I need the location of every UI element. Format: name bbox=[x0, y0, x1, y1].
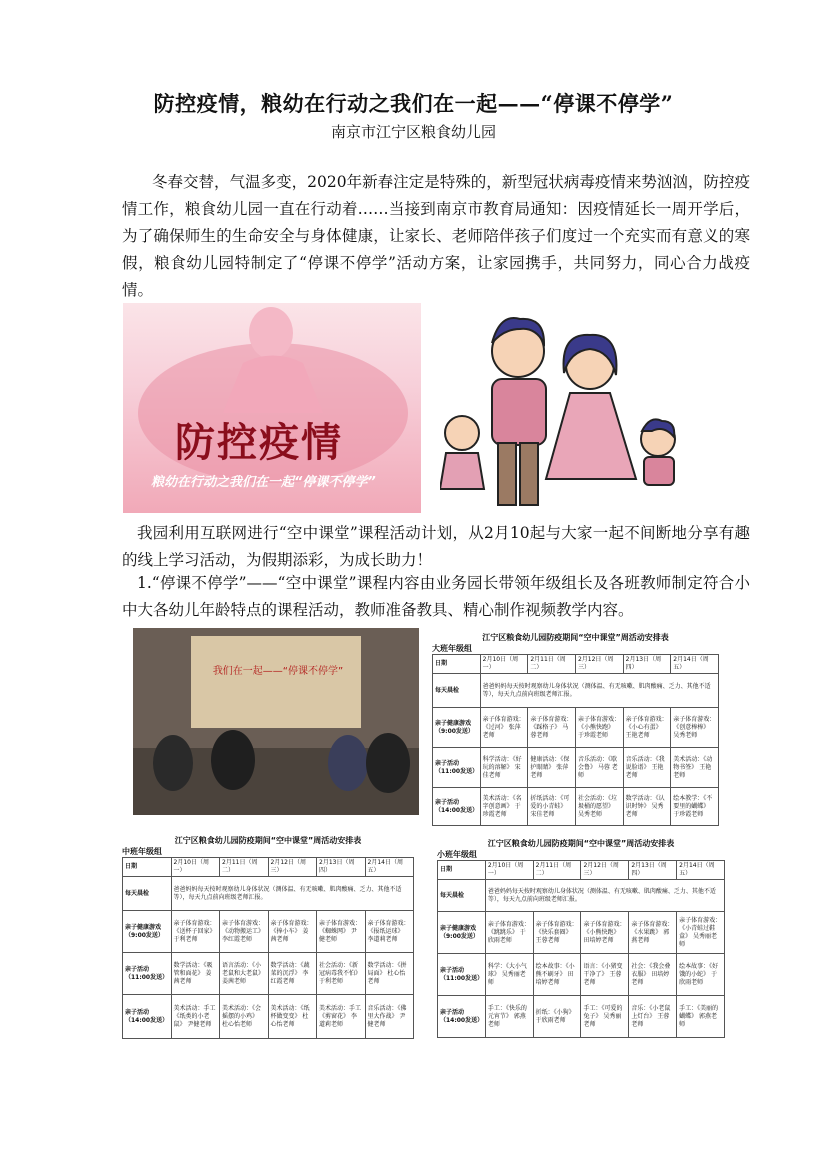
header-cell: 2月13日（周四） bbox=[317, 858, 366, 877]
table-cell: 社会：《我会叠衣服》 田培婷老师 bbox=[629, 954, 677, 996]
table-cell: 语言活动：《小老鼠和大老鼠》 姜茜老师 bbox=[220, 953, 269, 995]
header-cell: 日期 bbox=[123, 858, 172, 877]
table-cell: 手工：《美丽的蝴蝶》 郭燕老师 bbox=[677, 996, 725, 1038]
header-cell: 2月14日（周五） bbox=[671, 655, 719, 674]
header-cell: 2月13日（周四） bbox=[629, 861, 677, 880]
table-cell: 社会活动：《垃圾桶的愿望》 吴秀老师 bbox=[575, 788, 623, 826]
table-cell: 社会活动：《新冠病毒我不怕》 于利老师 bbox=[317, 953, 366, 995]
table-cell: 美术活动：手工《纸类的小老鼠》 尹健老师 bbox=[171, 995, 220, 1039]
header-cell: 2月12日（周三） bbox=[575, 655, 623, 674]
table-cell: 科学活动：《好玩的溶解》 宋佳老师 bbox=[480, 748, 528, 788]
header-cell: 2月13日（周四） bbox=[623, 655, 671, 674]
header-cell: 2月10日（周一） bbox=[171, 858, 220, 877]
row-label: 亲子活动（11:00发送） bbox=[433, 748, 481, 788]
schedule-table bbox=[437, 860, 725, 1038]
table-cell: 亲子体育游戏：《动物搬运工》 李红霞老师 bbox=[220, 911, 269, 953]
header-cell: 日期 bbox=[438, 861, 486, 880]
table-cell: 数学活动：《认识时钟》 吴秀老师 bbox=[623, 788, 671, 826]
table-cell: 绘本故事：《好饿的小蛇》 于欣雨老师 bbox=[677, 954, 725, 996]
table-cell: 科学：《大小气球》 吴秀丽老师 bbox=[485, 954, 533, 996]
row-label: 亲子健康游戏（9:00发送） bbox=[123, 911, 172, 953]
table-cell: 美术活动：《会摇摆的小鸡》 杜心怡老师 bbox=[220, 995, 269, 1039]
table-cell: 折纸活动：《可爱的小青蛙》 宋佳老师 bbox=[528, 788, 576, 826]
poster-title: 防控疫情 bbox=[175, 420, 343, 466]
table-cell: 折纸：《小狗》 于欣雨老师 bbox=[533, 996, 581, 1038]
large-class-schedule bbox=[432, 632, 719, 826]
table-cell: 美术活动：《动物书签》 王艳老师 bbox=[671, 748, 719, 788]
grade-label: 大班年级组 bbox=[432, 644, 472, 653]
row-label: 亲子活动（14:00发送） bbox=[438, 996, 486, 1038]
table-cell: 美术活动：《名字创意画》 于珍霞老师 bbox=[480, 788, 528, 826]
row-label: 每天晨检 bbox=[438, 880, 486, 912]
row-label: 每天晨检 bbox=[433, 674, 481, 708]
header-cell: 2月14日（周五） bbox=[365, 858, 414, 877]
row-label: 每天晨检 bbox=[123, 877, 172, 911]
table-cell: 健康活动：《保护眼睛》 张萍老师 bbox=[528, 748, 576, 788]
table-cell: 绘本故事：《小熊不刷牙》 田培婷老师 bbox=[533, 954, 581, 996]
family-cartoon-image bbox=[440, 293, 692, 515]
family-illustration bbox=[440, 293, 692, 515]
table-cell: 亲子体育游戏：《小熊快跑》 于珍霞老师 bbox=[575, 708, 623, 748]
header-cell: 2月10日（周一） bbox=[480, 655, 528, 674]
small-class-schedule bbox=[437, 838, 725, 1038]
schedule-table bbox=[122, 857, 414, 1039]
schedule-title: 江宁区粮食幼儿园防疫期间“空中课堂”周活动安排表 bbox=[174, 836, 362, 845]
table-cell: 亲子体育游戏：《报纸运球》 李道莉老师 bbox=[365, 911, 414, 953]
table-cell: 数学活动：《吸管和面花》 姜茜老师 bbox=[171, 953, 220, 995]
table-cell: 亲子体育游戏：《水果跳》 郭燕老师 bbox=[629, 912, 677, 954]
schedule-title: 江宁区粮食幼儿园防疫期间“空中课堂”周活动安排表 bbox=[482, 633, 669, 642]
table-cell: 音乐活动：《歇会鲁》 马蓉 老师 bbox=[575, 748, 623, 788]
table-cell: 语言：《小猪变干净了》 王蓉老师 bbox=[581, 954, 629, 996]
table-cell: 手工：《快乐的元宵节》 郭燕老师 bbox=[485, 996, 533, 1038]
table-cell: 亲子体育游戏：《小心有蛋》 王艳老师 bbox=[623, 708, 671, 748]
header-cell: 2月12日（周三） bbox=[268, 858, 317, 877]
table-cell: 美术活动：《纸杯做变变》 杜心怡老师 bbox=[268, 995, 317, 1039]
table-cell: 数学活动：《蔬菜的沉浮》 李红霞老师 bbox=[268, 953, 317, 995]
screen-caption: 我们在一起——“停课不停学” bbox=[212, 666, 344, 677]
table-cell: 音乐：《小老鼠上灯台》 王蓉老师 bbox=[629, 996, 677, 1038]
grade-label: 小班年级组 bbox=[437, 850, 477, 859]
curriculum-paragraph: 1.“停课不停学”——“空中课堂”课程内容由业务园长带领年级组长及各班教师制定符合小中大各幼儿年龄特点的课程活动，教师准备教具、精心制作视频教学内容。 bbox=[122, 574, 750, 619]
meeting-people bbox=[133, 628, 419, 815]
table-cell: 手工：《可爱的兔子》 吴秀丽老师 bbox=[581, 996, 629, 1038]
row-label: 亲子健康游戏（9:00发送） bbox=[433, 708, 481, 748]
table-cell: 数学活动：《拼局面》 杜心怡老师 bbox=[365, 953, 414, 995]
row-label: 亲子活动（11:00发送） bbox=[438, 954, 486, 996]
header-cell: 日期 bbox=[433, 655, 481, 674]
grade-label: 中班年级组 bbox=[122, 847, 162, 856]
row-label: 亲子活动（14:00发送） bbox=[123, 995, 172, 1039]
schedule-table bbox=[432, 654, 719, 826]
table-cell: 音乐活动：《我说脸谱》 王艳老师 bbox=[623, 748, 671, 788]
poster-subtitle: 粮幼在行动之我们在一起“停课不停学” bbox=[151, 475, 376, 490]
table-cell: 亲子体育游戏：《小青蛙过鞋盒》 吴秀丽老师 bbox=[677, 912, 725, 954]
row-label: 亲子活动（11:00发送） bbox=[123, 953, 172, 995]
page-title: 防控疫情，粮幼在行动之我们在一起——“停课不停学” bbox=[153, 91, 674, 116]
header-cell: 2月11日（周二） bbox=[220, 858, 269, 877]
schedule-title: 江宁区粮食幼儿园防疫期间“空中课堂”周活动安排表 bbox=[487, 839, 675, 848]
table-cell: 爸爸妈妈每天按时观察幼儿身体状况（测体温、有无咳嗽、肌肉酸痛、乏力、其他不适等），每天九点前向班级老师汇报。 bbox=[485, 880, 724, 912]
header-cell: 2月14日（周五） bbox=[677, 861, 725, 880]
table-cell: 音乐活动：《佛里大作战》 尹健老师 bbox=[365, 995, 414, 1039]
table-cell: 亲子体育游戏：《蜘蛛网》 尹健老师 bbox=[317, 911, 366, 953]
poster-image bbox=[123, 303, 421, 513]
table-cell: 爸爸妈妈每天按时观察幼儿身体状况（测体温、有无咳嗽、肌肉酸痛、乏力、其他不适等），每天九点前向班级老师汇报。 bbox=[171, 877, 414, 911]
row-label: 亲子活动（14:00发送） bbox=[433, 788, 481, 826]
table-cell: 亲子体育游戏：《创意棒棒》 吴秀老师 bbox=[671, 708, 719, 748]
teacher-meeting-photo bbox=[133, 628, 419, 815]
header-cell: 2月12日（周三） bbox=[581, 861, 629, 880]
table-cell: 亲子体育游戏：《过河》 张萍老师 bbox=[480, 708, 528, 748]
table-cell: 绘本教学：《不要里的蝴蝶》 于珍霞老师 bbox=[671, 788, 719, 826]
row-label: 亲子健康游戏（9:00发送） bbox=[438, 912, 486, 954]
middle-class-schedule bbox=[122, 835, 414, 1039]
table-cell: 亲子体育游戏：《捧小车》 姜茜老师 bbox=[268, 911, 317, 953]
header-cell: 2月11日（周二） bbox=[528, 655, 576, 674]
header-cell: 2月10日（周一） bbox=[485, 861, 533, 880]
page-subtitle: 南京市江宁区粮食幼儿园 bbox=[330, 123, 496, 141]
table-cell: 亲子体育游戏：《跳跳乐》 于欣雨老师 bbox=[485, 912, 533, 954]
intro-paragraph: 冬春交替，气温多变，2020年新春注定是特殊的，新型冠状病毒疫情来势汹汹，防控疫情工作，粮食幼儿园一直在行动着……当接到南京市教育局通知：因疫情延长一周开学后，为了确保师生的生命安全与身体健康，让家长、老师陪伴孩子们度过一个充实而有意义的寒假，粮食幼儿园特制定了“停课不停学”活动方案，让家园携手，共同努力，同心合力战疫情。 bbox=[122, 173, 750, 299]
table-cell: 亲子体育游戏：《小熊快跑》 田培婷老师 bbox=[581, 912, 629, 954]
table-cell: 美术活动：手工《剪窗花》 李道莉老师 bbox=[317, 995, 366, 1039]
table-cell: 爸爸妈妈每天按时观察幼儿身体状况（测体温、有无咳嗽、肌肉酸痛、乏力、其他不适等），每天九点前向班级老师汇报。 bbox=[480, 674, 718, 708]
header-cell: 2月11日（周二） bbox=[533, 861, 581, 880]
table-cell: 亲子体育游戏：《送杯子回家》 于利老师 bbox=[171, 911, 220, 953]
table-cell: 亲子体育游戏：《踩格子》 马蓉老师 bbox=[528, 708, 576, 748]
table-cell: 亲子体育游戏：《快乐套圈》 王蓉老师 bbox=[533, 912, 581, 954]
online-class-paragraph: 我园利用互联网进行“空中课堂”课程活动计划，从2月10起与大家一起不间断地分享有趣的线上学习活动，为假期添彩，为成长助力！ bbox=[122, 524, 750, 569]
